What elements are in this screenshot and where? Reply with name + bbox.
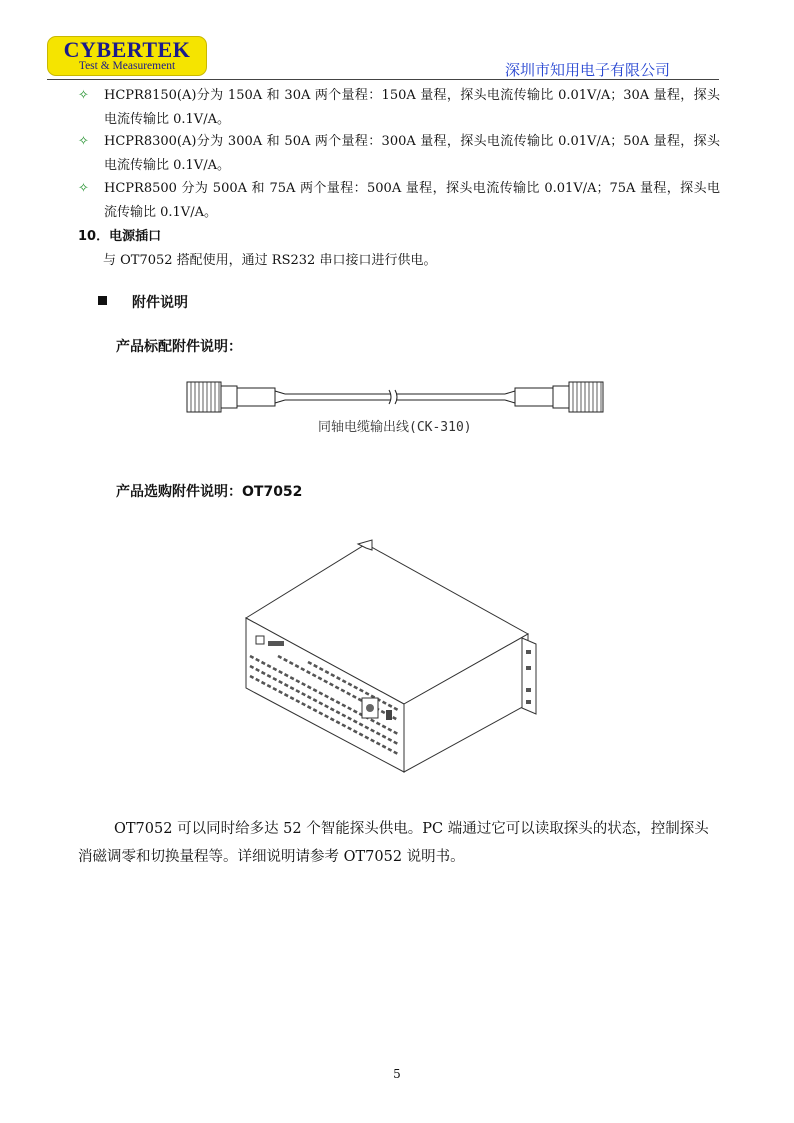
- diamond-bullet-icon: ✧: [78, 88, 89, 103]
- header-divider: [47, 79, 719, 80]
- bullet-text: HCPR8150(A)分为 150A 和 30A 两个量程：150A 量程，探头电流传输比 0.01V/A；30A 量程，探头电流传输比 0.1V/A。: [104, 88, 720, 127]
- page-number: 5: [393, 1067, 401, 1081]
- company-name: 深圳市知用电子有限公司: [505, 61, 671, 79]
- cybertek-logo: [47, 36, 207, 76]
- bullet-text: HCPR8500 分为 500A 和 75A 两个量程：500A 量程，探头电流传输比 0.01V/A；75A 量程，探头电流传输比 0.1V/A。: [104, 181, 720, 220]
- section-10-title: 10．电源插口: [78, 229, 162, 244]
- coaxial-cable-illustration: [185, 378, 605, 416]
- diamond-bullet-icon: ✧: [78, 134, 89, 149]
- square-bullet-icon: [98, 296, 107, 305]
- optional-accessories-heading: 产品选购附件说明：OT7052: [116, 484, 303, 500]
- accessories-heading: 附件说明: [132, 295, 188, 311]
- bullet-item: [78, 177, 720, 225]
- bullet-item: [78, 84, 720, 132]
- bullet-text: HCPR8300(A)分为 300A 和 50A 两个量程：300A 量程，探头电流传输比 0.01V/A；50A 量程，探头电流传输比 0.1V/A。: [104, 134, 720, 173]
- logo-main-text: CYBERTEK: [63, 37, 191, 62]
- section-10-body: 与 OT7052 搭配使用，通过 RS232 串口接口进行供电。: [103, 253, 437, 268]
- ot7052-device-illustration: [238, 538, 544, 774]
- logo-sub-text: Test & Measurement: [78, 60, 176, 72]
- ot7052-description: OT7052 可以同时给多达 52 个智能探头供电。PC 端通过它可以读取探头的状态，控制探头消磁调零和切换量程等。详细说明请参考 OT7052 说明书。: [78, 821, 709, 865]
- standard-accessories-heading: 产品标配附件说明：: [116, 339, 242, 355]
- bullet-item: [78, 130, 720, 178]
- cable-caption: 同轴电缆输出线(CK-310): [318, 420, 472, 435]
- diamond-bullet-icon: ✧: [78, 181, 89, 196]
